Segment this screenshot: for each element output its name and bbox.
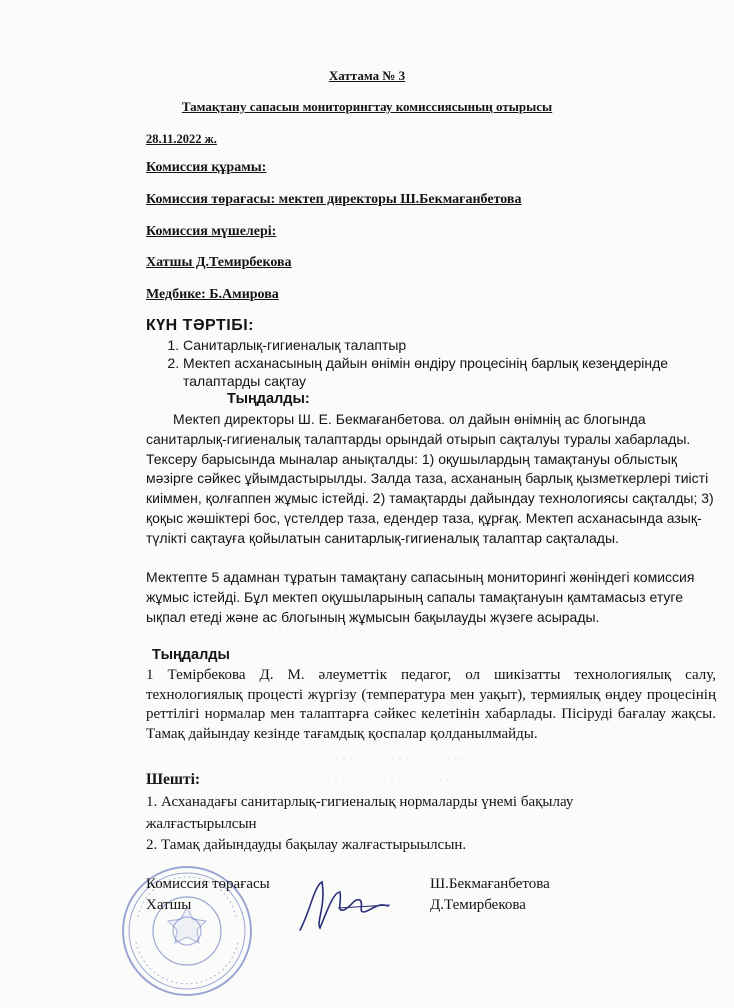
heard-heading: Тыңдалды:	[227, 391, 310, 407]
bleed-through-text: · · · · · · · · · · · · · · · · · · · · · · · · ·	[300, 752, 472, 766]
secretary-label: Хатшы	[146, 897, 192, 913]
protocol-subtitle: Тамақтану сапасын мониторингтау комиссиясының отырысы	[181, 99, 553, 114]
decision-list	[146, 792, 686, 857]
commission-composition-heading: Комиссия құрамы:	[146, 160, 267, 175]
signature-names	[430, 874, 550, 916]
agenda-list	[163, 336, 703, 390]
agenda-item: 1. Санитарлық-гигиеналық талаптыр	[183, 336, 703, 354]
bleed-through-text: · · · · · · · · · · · · · · · · · · · · · · · ·	[320, 773, 485, 787]
heard-paragraph-2: Мектепте 5 адамнан тұратын тамақтану сапасының мониторингі жөніндегі комиссия жұмыс істейді. Бұл мектеп оқушыларының сапалы тамақтануын қамтамасыз етуге ықпал етеді және ас блогының жұмысын бақылауды жүзеге асырады.	[146, 569, 695, 625]
protocol-date: 28.11.2022 ж.	[146, 132, 217, 146]
decision-heading: Шешті:	[146, 771, 201, 788]
handwritten-signature	[292, 872, 392, 936]
secretary-name: Д.Темирбекова	[430, 897, 526, 913]
heard-paragraph: Мектеп директоры Ш. Е. Бекмағанбетова. ол дайын өнімнің ас блогында санитарлық-гигиеналық талаптарды орындай отырып сақталуы туралы хабарлады. Тексеру барысында мыналар анықталды: 1) оқушылардың тамақтануы облыстық мәзірге сәйкес ұйымдастырылды. Залда таза, асхананың барлық қызметкерлері тиісті киіммен, қолғаппен жұмыс істейді. 2) тамақтарды дайындау технологиясы сақталды; 3) қоқыс жәшіктері бос, үстелдер таза, едендер таза, құрғақ. Мектеп асханасында азық-түлікті сақтауға қойылатын санитарлық-гигиеналық талаптар сақталады.	[146, 411, 714, 546]
commission-members-heading: Комиссия мүшелері:	[146, 224, 277, 239]
heard-heading-2: Тыңдалды	[152, 647, 230, 663]
protocol-title: Хаттама № 3	[328, 68, 406, 83]
commission-chair: Комиссия төрағасы: мектеп директоры Ш.Бекмағанбетова	[146, 192, 522, 207]
agenda-heading: КҮН ТӘРТІБІ:	[146, 317, 255, 334]
signature-labels	[146, 874, 270, 916]
bleed-through-text: · · · · · · · · · · · · · · · · · ·	[250, 623, 373, 637]
agenda-item: 2. Мектеп асханасының дайын өнімін өндіру процесінің барлық кезеңдерінде талаптарды сақтау	[183, 354, 703, 390]
chair-name: Ш.Бекмағанбетова	[430, 876, 550, 892]
heard-paragraph-3: 1 Темірбекова Д. М. әлеуметтік педагог, ол шикізатты технологиялық салу, технологиялық процесті жүргізу (температура мен уақыт), термиялық өңдеу процесінің реттілігі нормалар мен талаптарға сәйкес келетінін хабарлады. Пісіруді бағалау жақсы. Тамақ дайындау кезінде тағамдық қоспалар қолданылмайды.	[146, 667, 716, 742]
chair-label: Комиссия төрағасы	[146, 876, 270, 892]
commission-nurse: Медбике: Б.Амирова	[146, 287, 279, 302]
decision-item: 1. Асханадағы санитарлық-гигиеналық нормаларды үнемі бақылау жалғастырылсын	[146, 794, 574, 832]
commission-secretary: Хатшы Д.Темирбекова	[146, 255, 292, 270]
decision-item: 2. Тамақ дайындауды бақылау жалғастырыылсын.	[146, 837, 467, 853]
